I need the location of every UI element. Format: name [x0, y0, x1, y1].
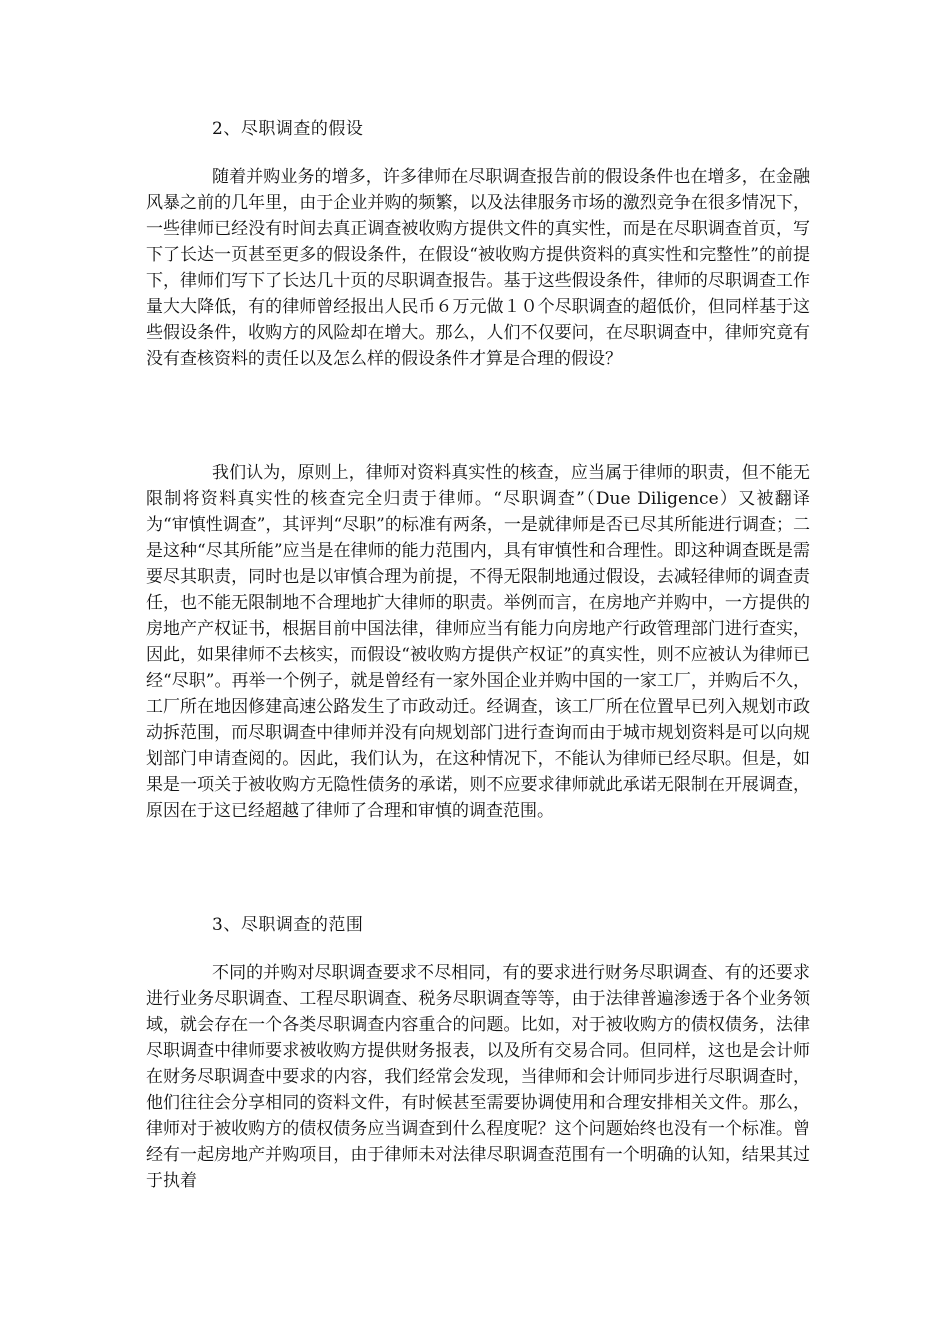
document-body — [146, 116, 810, 1194]
section-2-paragraph-1: 随着并购业务的增多，许多律师在尽职调查报告前的假设条件也在增多，在金融风暴之前的几年里，由于企业并购的频繁，以及法律服务市场的激烈竞争在很多情况下，一些律师已经没有时间去真正调查被收购方提供文件的真实性，而是在尽职调查首页，写下了长达一页甚至更多的假设条件，在假设“被收购方提供资料的真实性和完整性”的前提下，律师们写下了长达几十页的尽职调查报告。基于这些假设条件，律师的尽职调查工作量大大降低，有的律师曾经报出人民币６万元做１０个尽职调查的超低价，但同样基于这些假设条件，收购方的风险却在增大。那么，人们不仅要问，在尽职调查中，律师究竟有没有查核资料的责任以及怎么样的假设条件才算是合理的假设？ — [146, 167, 810, 369]
section-2-paragraph-2: 我们认为，原则上，律师对资料真实性的核查，应当属于律师的职责，但不能无限制将资料真实性的核查完全归责于律师。“尽职调查”（Due Diligence）又被翻译为“审慎性调查”，其评判“尽职”的标准有两条，一是就律师是否已尽其所能进行调查；二是这种“尽其所能”应当是在律师的能力范围内，具有审慎性和合理性。即这种调查既是需要尽其职责，同时也是以审慎合理为前提，不得无限制地通过假设，去减轻律师的调查责任，也不能无限制地不合理地扩大律师的职责。举例而言，在房地产并购中，一方提供的房地产产权证书，根据目前中国法律，律师应当有能力向房地产行政管理部门进行查实，因此，如果律师不去核实，而假设“被收购方提供产权证”的真实性，则不应被认为律师已经“尽职”。再举一个例子，就是曾经有一家外国企业并购中国的一家工厂，并购后不久，工厂所在地因修建高速公路发生了市政动迁。经调查，该工厂所在位置早已列入规划市政动拆范围，而尽职调查中律师并没有向规划部门进行查询而由于城市规划资料是可以向规划部门申请查阅的。因此，我们认为，在这种情况下，不能认为律师已经尽职。但是，如果是一项关于被收购方无隐性债务的承诺，则不应要求律师就此承诺无限制在开展调查，原因在于这已经超越了律师了合理和审慎的调查范围。 — [146, 463, 810, 821]
section-2-heading: 2、尽职调查的假设 — [212, 119, 364, 139]
section-3-heading: 3、尽职调查的范围 — [212, 915, 364, 935]
section-3-paragraph-1: 不同的并购对尽职调查要求不尽相同，有的要求进行财务尽职调查、有的还要求进行业务尽职调查、工程尽职调查、税务尽职调查等等，由于法律普遍渗透于各个业务领域，就会存在一个各类尽职调查内容重合的问题。比如，对于被收购方的债权债务，法律尽职调查中律师要求被收购方提供财务报表，以及所有交易合同。但同样，这也是会计师在财务尽职调查中要求的内容，我们经常会发现，当律师和会计师同步进行尽职调查时，他们往往会分享相同的资料文件，有时候甚至需要协调使用和合理安排相关文件。那么，律师对于被收购方的债权债务应当调查到什么程度呢？这个问题始终也没有一个标准。曾经有一起房地产并购项目，由于律师未对法律尽职调查范围有一个明确的认知，结果其过于执着 — [146, 963, 810, 1191]
